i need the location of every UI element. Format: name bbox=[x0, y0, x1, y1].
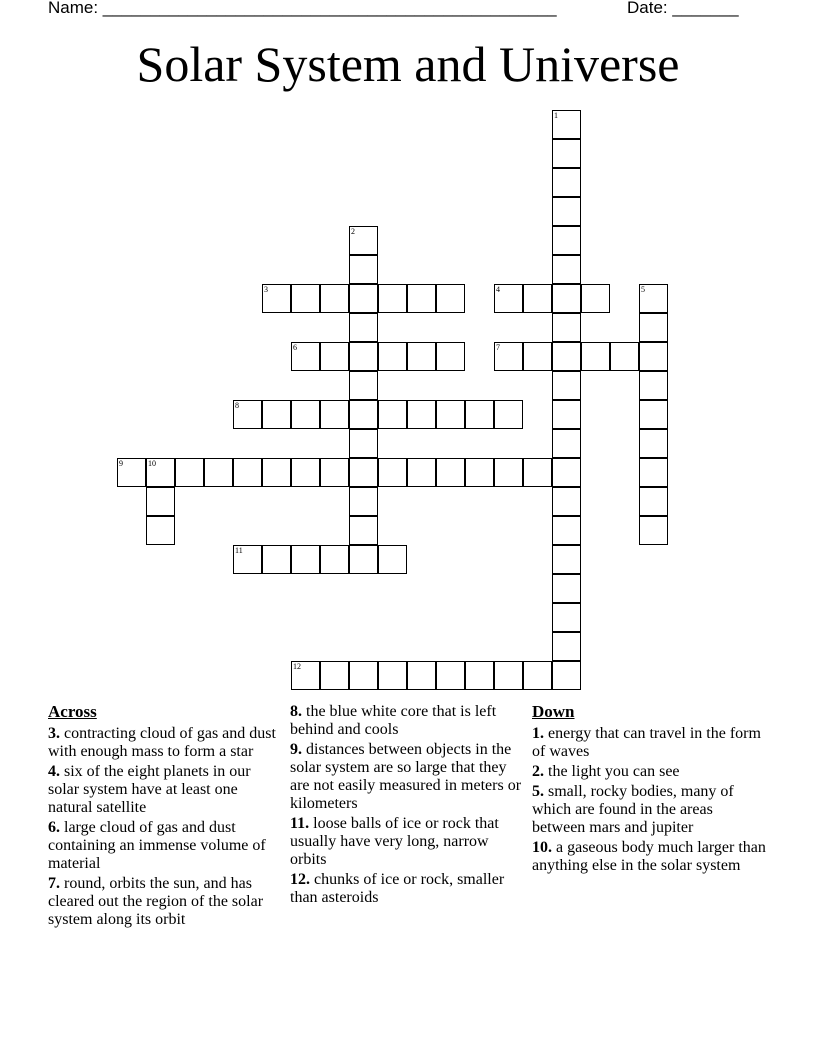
grid-cell[interactable] bbox=[146, 487, 175, 516]
clue-across-7: 7. round, orbits the sun, and has cleared out the region of the solar system along its orbit bbox=[48, 875, 264, 928]
grid-cell[interactable] bbox=[552, 632, 581, 661]
grid-cell[interactable] bbox=[349, 429, 378, 458]
clue-across-8: 8. the blue white core that is left behind and cools bbox=[290, 703, 497, 738]
grid-cell[interactable] bbox=[494, 661, 523, 690]
grid-cell[interactable] bbox=[494, 342, 523, 371]
grid-cell[interactable] bbox=[552, 545, 581, 574]
grid-cell[interactable] bbox=[465, 661, 494, 690]
grid-cell[interactable] bbox=[407, 661, 436, 690]
grid-cell[interactable] bbox=[378, 661, 407, 690]
grid-cell[interactable] bbox=[349, 516, 378, 545]
grid-cell[interactable] bbox=[465, 458, 494, 487]
grid-cell[interactable] bbox=[146, 516, 175, 545]
grid-cell[interactable] bbox=[407, 284, 436, 313]
grid-cell[interactable] bbox=[291, 284, 320, 313]
grid-cell[interactable] bbox=[639, 284, 668, 313]
grid-cell[interactable] bbox=[436, 284, 465, 313]
clue-across-9: 9. distances between objects in the solar system are so large that they are not easily measured in meters or kilometers bbox=[290, 741, 522, 812]
grid-cell[interactable] bbox=[639, 400, 668, 429]
grid-cell[interactable] bbox=[552, 139, 581, 168]
clue-number: 9 bbox=[119, 459, 123, 468]
clue-across-11: 11. loose balls of ice or rock that usually have very long, narrow orbits bbox=[290, 815, 499, 868]
clue-number: 12 bbox=[293, 662, 301, 671]
grid-cell[interactable] bbox=[581, 284, 610, 313]
grid-cell[interactable] bbox=[552, 342, 581, 371]
clue-number: 8 bbox=[235, 401, 239, 410]
grid-cell[interactable] bbox=[407, 400, 436, 429]
grid-cell[interactable] bbox=[320, 400, 349, 429]
grid-cell[interactable] bbox=[552, 313, 581, 342]
grid-cell[interactable] bbox=[639, 342, 668, 371]
grid-cell[interactable] bbox=[291, 661, 320, 690]
grid-cell[interactable] bbox=[204, 458, 233, 487]
grid-cell[interactable] bbox=[378, 400, 407, 429]
clue-number: 1 bbox=[554, 111, 558, 120]
grid-cell[interactable] bbox=[349, 545, 378, 574]
grid-cell[interactable] bbox=[523, 342, 552, 371]
grid-cell[interactable] bbox=[407, 342, 436, 371]
grid-cell[interactable] bbox=[552, 516, 581, 545]
grid-cell[interactable] bbox=[610, 342, 639, 371]
grid-cell[interactable] bbox=[552, 197, 581, 226]
across-column-1 bbox=[48, 703, 280, 931]
grid-cell[interactable] bbox=[291, 342, 320, 371]
grid-cell[interactable] bbox=[523, 284, 552, 313]
grid-cell[interactable] bbox=[639, 371, 668, 400]
clue-across-3: 3. contracting cloud of gas and dust with enough mass to form a star bbox=[48, 725, 276, 760]
grid-cell[interactable] bbox=[552, 458, 581, 487]
grid-cell[interactable] bbox=[262, 458, 291, 487]
grid-cell[interactable] bbox=[262, 284, 291, 313]
grid-cell[interactable] bbox=[639, 458, 668, 487]
grid-cell[interactable] bbox=[378, 458, 407, 487]
grid-cell[interactable] bbox=[552, 400, 581, 429]
grid-cell[interactable] bbox=[552, 429, 581, 458]
grid-cell[interactable] bbox=[320, 284, 349, 313]
clue-number: 10 bbox=[148, 459, 156, 468]
grid-cell[interactable] bbox=[291, 458, 320, 487]
grid-cell[interactable] bbox=[552, 371, 581, 400]
grid-cell[interactable] bbox=[233, 400, 262, 429]
across-heading: Across bbox=[48, 702, 97, 721]
down-column bbox=[532, 703, 768, 877]
clue-across-4: 4. six of the eight planets in our solar system have at least one natural satellite bbox=[48, 763, 251, 816]
grid-cell[interactable] bbox=[349, 458, 378, 487]
grid-cell[interactable] bbox=[349, 342, 378, 371]
grid-cell[interactable] bbox=[378, 284, 407, 313]
grid-cell[interactable] bbox=[552, 603, 581, 632]
grid-cell[interactable] bbox=[552, 226, 581, 255]
grid-cell[interactable] bbox=[349, 661, 378, 690]
grid-cell[interactable] bbox=[378, 545, 407, 574]
grid-cell[interactable] bbox=[639, 429, 668, 458]
grid-cell[interactable] bbox=[262, 545, 291, 574]
across-column-2 bbox=[290, 703, 526, 909]
clue-number: 7 bbox=[496, 343, 500, 352]
clue-number: 3 bbox=[264, 285, 268, 294]
down-heading: Down bbox=[532, 702, 575, 721]
grid-cell[interactable] bbox=[639, 313, 668, 342]
grid-cell[interactable] bbox=[320, 545, 349, 574]
grid-cell[interactable] bbox=[349, 255, 378, 284]
grid-cell[interactable] bbox=[639, 516, 668, 545]
clue-down-10: 10. a gaseous body much larger than anything else in the solar system bbox=[532, 839, 766, 874]
grid-cell[interactable] bbox=[552, 487, 581, 516]
name-line: Name: ________________________________________________ bbox=[48, 0, 557, 17]
grid-cell[interactable] bbox=[552, 110, 581, 139]
page-title: Solar System and Universe bbox=[136, 36, 680, 92]
grid-cell[interactable] bbox=[233, 545, 262, 574]
grid-cell[interactable] bbox=[117, 458, 146, 487]
grid-cell[interactable] bbox=[436, 661, 465, 690]
grid-cell[interactable] bbox=[291, 400, 320, 429]
grid-cell[interactable] bbox=[349, 400, 378, 429]
grid-cell[interactable] bbox=[465, 400, 494, 429]
clue-down-5: 5. small, rocky bodies, many of which are found in the areas between mars and jupiter bbox=[532, 783, 734, 836]
grid-cell[interactable] bbox=[523, 661, 552, 690]
grid-cell[interactable] bbox=[349, 284, 378, 313]
grid-cell[interactable] bbox=[581, 342, 610, 371]
grid-cell[interactable] bbox=[494, 400, 523, 429]
grid-cell[interactable] bbox=[407, 458, 436, 487]
grid-cell[interactable] bbox=[291, 545, 320, 574]
clue-number: 2 bbox=[351, 227, 355, 236]
clue-number: 6 bbox=[293, 343, 297, 352]
grid-cell[interactable] bbox=[378, 342, 407, 371]
grid-cell[interactable] bbox=[233, 458, 262, 487]
grid-cell[interactable] bbox=[436, 458, 465, 487]
grid-cell[interactable] bbox=[436, 400, 465, 429]
grid-cell[interactable] bbox=[146, 458, 175, 487]
grid-cell[interactable] bbox=[320, 661, 349, 690]
grid-cell[interactable] bbox=[552, 284, 581, 313]
grid-cell[interactable] bbox=[320, 342, 349, 371]
grid-cell[interactable] bbox=[494, 284, 523, 313]
grid-cell[interactable] bbox=[262, 400, 291, 429]
grid-cell[interactable] bbox=[175, 458, 204, 487]
grid-cell[interactable] bbox=[349, 226, 378, 255]
clue-down-1: 1. energy that can travel in the form of waves bbox=[532, 725, 761, 760]
clue-across-12: 12. chunks of ice or rock, smaller than asteroids bbox=[290, 871, 505, 906]
clue-number: 5 bbox=[641, 285, 645, 294]
clue-number: 11 bbox=[235, 546, 243, 555]
grid-cell[interactable] bbox=[523, 458, 552, 487]
grid-cell[interactable] bbox=[349, 313, 378, 342]
clue-down-2: 2. the light you can see bbox=[532, 763, 680, 780]
grid-cell[interactable] bbox=[639, 487, 668, 516]
clue-number: 4 bbox=[496, 285, 500, 294]
grid-cell[interactable] bbox=[552, 255, 581, 284]
grid-cell[interactable] bbox=[552, 574, 581, 603]
grid-cell[interactable] bbox=[494, 458, 523, 487]
clue-across-6: 6. large cloud of gas and dust containing an immense volume of material bbox=[48, 819, 266, 872]
grid-cell[interactable] bbox=[320, 458, 349, 487]
grid-cell[interactable] bbox=[552, 661, 581, 690]
grid-cell[interactable] bbox=[552, 168, 581, 197]
grid-cell[interactable] bbox=[349, 371, 378, 400]
grid-cell[interactable] bbox=[349, 487, 378, 516]
grid-cell[interactable] bbox=[436, 342, 465, 371]
date-line: Date: _______ bbox=[627, 0, 739, 17]
